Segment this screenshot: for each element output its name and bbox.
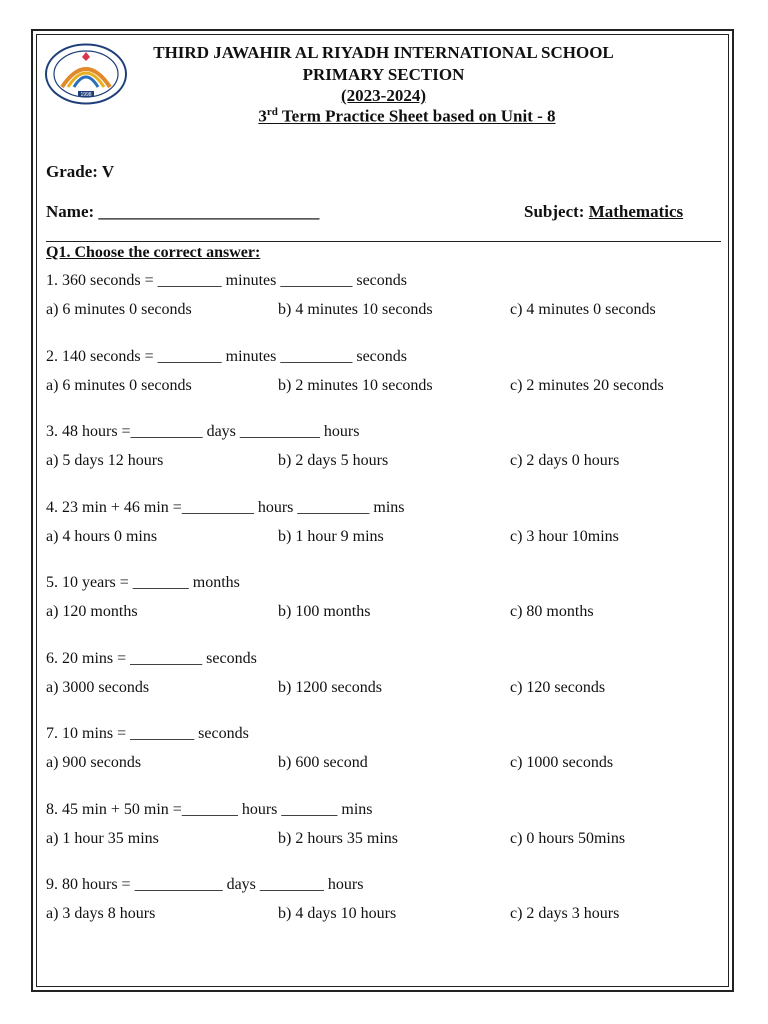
name-field: Name: __________________________ — [46, 202, 320, 221]
sheet-title-rest: Term Practice Sheet based on Unit - 8 — [277, 106, 556, 126]
option-b: b) 4 minutes 10 seconds — [278, 301, 433, 318]
option-b: b) 600 second — [278, 754, 368, 771]
grade-label: Grade: V — [46, 162, 115, 181]
school-name: THIRD JAWAHIR AL RIYADH INTERNATIONAL SCHOOL — [153, 43, 614, 62]
option-c: c) 2 days 3 hours — [510, 905, 620, 922]
option-a: a) 6 minutes 0 seconds — [46, 376, 192, 394]
question-text: 6. 20 mins = _________ seconds — [46, 649, 257, 667]
question-text: 2. 140 seconds = ________ minutes _________ seconds — [46, 347, 407, 365]
option-b: b) 2 days 5 hours — [278, 452, 389, 469]
option-a: a) 3 days 8 hours — [46, 905, 156, 922]
option-c: c) 3 hour 10mins — [510, 527, 619, 545]
option-b: b) 1 hour 9 mins — [278, 527, 384, 545]
option-a: a) 120 months — [46, 603, 138, 620]
option-c: c) 2 days 0 hours — [510, 452, 620, 469]
question-text: 3. 48 hours =_________ days __________ hours — [46, 423, 360, 440]
logo-year: 1998 — [80, 92, 92, 98]
section-title: Q1. Choose the correct answer: — [46, 244, 261, 261]
academic-year: (2023-2024) — [341, 86, 426, 105]
sheet-title — [170, 106, 644, 127]
question-text: 5. 10 years = _______ months — [46, 574, 240, 591]
subject-label: Subject: — [524, 202, 589, 221]
option-a: a) 5 days 12 hours — [46, 452, 164, 469]
option-c: c) 80 months — [510, 603, 594, 620]
option-c: c) 0 hours 50mins — [510, 829, 626, 847]
question-text: 1. 360 seconds = ________ minutes _________ seconds — [46, 272, 407, 289]
option-a: a) 900 seconds — [46, 754, 142, 771]
option-c: c) 1000 seconds — [510, 754, 614, 771]
question-text: 9. 80 hours = ___________ days ________ hours — [46, 876, 364, 893]
option-b: b) 1200 seconds — [278, 678, 382, 696]
question-text: 7. 10 mins = ________ seconds — [46, 725, 249, 742]
option-b: b) 2 minutes 10 seconds — [278, 376, 433, 394]
option-c: c) 120 seconds — [510, 678, 606, 696]
school-logo — [44, 43, 128, 105]
option-a: a) 6 minutes 0 seconds — [46, 301, 192, 318]
divider-rule — [46, 241, 721, 242]
option-b: b) 4 days 10 hours — [278, 905, 397, 922]
option-a: a) 3000 seconds — [46, 678, 150, 696]
subject-value: Mathematics — [588, 202, 684, 221]
question-text: 4. 23 min + 46 min =_________ hours _________ mins — [46, 498, 405, 516]
option-c: c) 4 minutes 0 seconds — [510, 301, 656, 318]
question-text: 8. 45 min + 50 min =_______ hours _______ mins — [46, 800, 373, 818]
option-b: b) 100 months — [278, 603, 371, 620]
option-c: c) 2 minutes 20 seconds — [510, 376, 664, 394]
subject-field — [524, 202, 683, 222]
option-a: a) 4 hours 0 mins — [46, 527, 158, 545]
sheet-ordinal: 3 — [258, 106, 267, 126]
sheet-ordinal-suffix: rd — [266, 106, 278, 118]
section-name: PRIMARY SECTION — [302, 65, 465, 84]
option-a: a) 1 hour 35 mins — [46, 829, 159, 847]
option-b: b) 2 hours 35 mins — [278, 829, 398, 847]
